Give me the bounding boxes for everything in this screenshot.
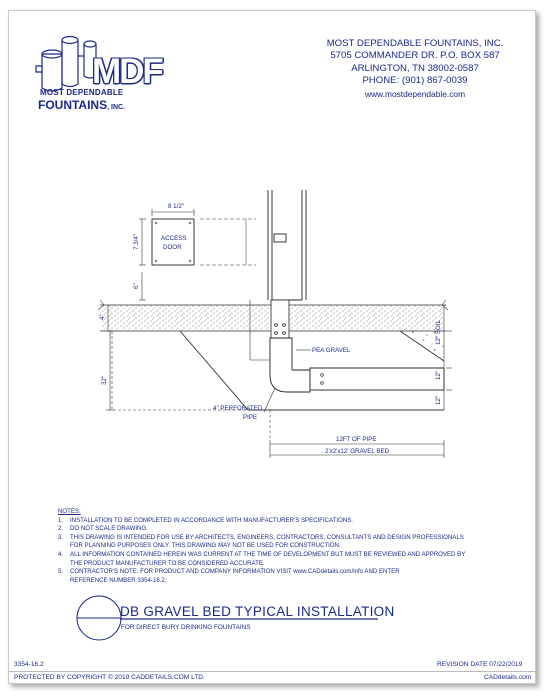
- note-text: INSTALLATION TO BE COMPLETED IN ACCORDANCE WITH MANUFACTURER'S SPECIFICATIONS.: [70, 516, 353, 524]
- dim-door-height: 7 3/4": [133, 234, 140, 250]
- dim-12-soil: 12" SOIL: [435, 320, 442, 345]
- company-website[interactable]: www.mostdependable.com: [364, 88, 466, 99]
- note-number: 3.: [58, 533, 64, 541]
- drawing-title: DB GRAVEL BED TYPICAL INSTALLATION: [120, 604, 395, 619]
- dim-6: 6": [133, 283, 140, 289]
- access-door-label-2: DOOR: [163, 244, 182, 251]
- note-number: [58, 577, 70, 586]
- revision-date: REVISION DATE 07/22/2019: [437, 661, 523, 668]
- note-text: THE PRODUCT MANUFACTURER TO BE CONSIDERED ACCURATE.: [70, 559, 265, 567]
- dim-32: 32": [101, 375, 108, 385]
- notes-header: NOTES:: [58, 508, 81, 515]
- dim-12-b: 12": [435, 395, 442, 405]
- dim-12-a: 12": [435, 370, 442, 380]
- note-number: 1.: [58, 516, 64, 524]
- gravel-bed-label: 2'x2'x12' GRAVEL BED: [325, 448, 390, 455]
- notes-block: [58, 508, 528, 585]
- company-name: MOST DEPENDABLE FOUNTAINS, INC.: [326, 38, 504, 49]
- fountain-post: [268, 190, 306, 300]
- drawing-subtitle: FOR DIRECT BURY DRINKING FOUNTAINS: [121, 624, 251, 631]
- perforated-pipe-label-1: 4" PERFORATED: [213, 405, 263, 412]
- note-number: [58, 560, 70, 569]
- copyright-notice: PROTECTED BY COPYRIGHT © 2019 CADDETAILS.COM LTD.: [14, 674, 205, 681]
- dim-door-width: 8 1/2": [168, 203, 184, 210]
- note-number: 4.: [58, 550, 64, 558]
- note-text: REFERENCE NUMBER 3354-16.2.: [70, 576, 167, 584]
- pipe-length-label: 12FT OF PIPE: [336, 436, 377, 443]
- note-number: 2.: [58, 525, 64, 533]
- company-phone: PHONE: (901) 867-0039: [362, 75, 468, 87]
- perforated-pipe: [270, 338, 444, 392]
- note-text: CONTRACTOR'S NOTE: FOR PRODUCT AND COMPANY INFORMATION VISIT www.CADdetails.com/info AND ENTER: [70, 568, 400, 576]
- perforated-pipe-label-2: PIPE: [243, 414, 258, 421]
- note-text: FOR PLANNING PURPOSES ONLY. THIS DRAWING MAY NOT BE USED FOR CONSTRUCTION.: [70, 542, 341, 550]
- logo-inc: , INC.: [107, 104, 125, 111]
- caddetails-link[interactable]: CADdetails.com: [484, 674, 532, 681]
- note-text: THIS DRAWING IS INTENDED FOR USE BY ARCHITECTS, ENGINEERS, CONTRACTORS, CONSULTANTS AND DESIGN PROFESSIONALS: [70, 533, 464, 541]
- dim-4: 4": [99, 314, 106, 320]
- access-door: [152, 219, 194, 265]
- logo-line1: MOST DEPENDABLE: [40, 88, 124, 97]
- note-number: 5.: [58, 568, 64, 576]
- note-text: ALL INFORMATION CONTAINED HEREIN WAS CURRENT AT THE TIME OF DEVELOPMENT BUT MUST BE REVIEWED AND APPROVED BY: [70, 550, 466, 558]
- company-address-2: ARLINGTON, TN 38002-0587: [351, 62, 479, 74]
- logo-fountains: FOUNTAINS: [38, 98, 108, 112]
- company-address-1: 5705 COMMANDER DR. P.O. BOX 587: [330, 50, 500, 62]
- logo-mark: MDF: [92, 52, 162, 91]
- note-number: [58, 542, 70, 551]
- access-door-label-1: ACCESS: [161, 235, 187, 242]
- reference-number: 3354-16.2: [14, 661, 44, 668]
- note-text: DO NOT SCALE DRAWING.: [70, 525, 148, 533]
- pea-gravel-label: PEA GRAVEL: [312, 347, 351, 354]
